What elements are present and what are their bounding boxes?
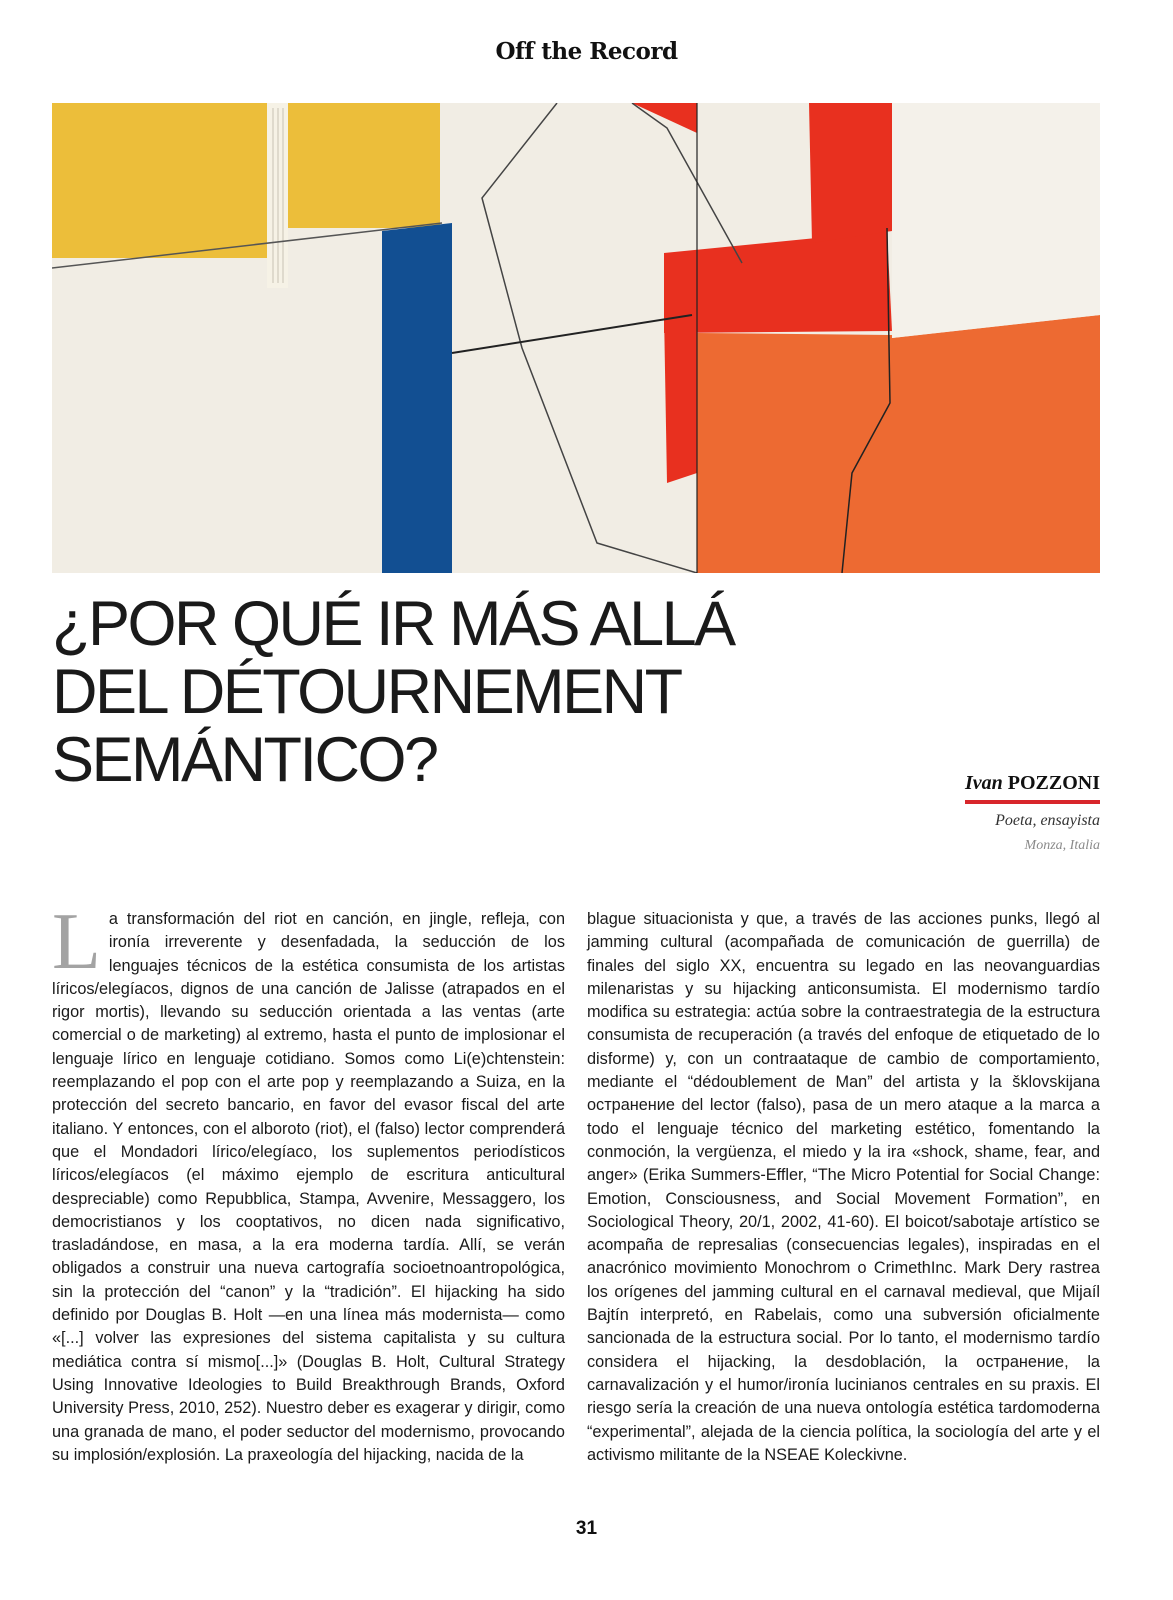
author-location: Monza, Italia [1024, 838, 1100, 853]
magazine-masthead: Off the Record [495, 38, 678, 65]
author-first-name: Ivan [964, 772, 1003, 794]
author-last-name: POZZONI [1007, 772, 1100, 794]
abstract-painting-image [52, 103, 1100, 573]
author-name [965, 772, 1100, 804]
headline-line-3: SEMÁNTICO? [52, 725, 437, 795]
article-headline [52, 590, 772, 794]
page-number: 31 [575, 1518, 598, 1539]
article-column-right [587, 908, 1100, 1467]
right-column-text: blague situacionista y que, a través de las acciones punks, llegó al jamming cultural (acompañada de comunicación de guerrilla) de finales del siglo XX, encuentra su legado en las neovanguardias milenaristas y su hijacking anticonsumista. El modernismo tardío modifica su estrategia: actúa sobre la contraestrategia de la estructura consumista de recuperación (a través del enfoque de etiquetado de lo disforme) y, con un contraataque de cambio de comportamiento, mediante el “dédoublement de Man” del artista y la šklovskijana остранение del lector (falso), pasa de un mero ataque a la marca a todo el lenguaje técnico del marketing estético, fomentando la conmoción, la vergüenza, el miedo y la ira «shock, shame, fear, and anger» (Erika Summers-Effler, “The Micro Potential for Social Change: Emotion, Consciousness, and Social Movement Formation”, en Sociological Theory, 20/1, 2002, 41-60). El boicot/sabotaje artístico se acompaña de represalias (consecuencias legales), inspiradas en el anacrónico movimiento Monochrom o CrimethInc. Mark Dery rastrea los orígenes del jamming cultural en el carnaval medieval, que Mijaíl Bajtín interpretó, en Rabelais, como una subversión oficialmente sancionada de la estructura social. Por lo tanto, el modernismo tardío considera el hijacking, la desdoblación, la остранение, la carnavalización y el humor/ironía lucinianos centrales en su praxis. El riesgo sería la creación de una nueva ontología estética tardomoderna “experimental”, alejada de la ciencia política, la sociología del arte y el activismo militante de la NSEAE Koleckivne. [587, 910, 1100, 1464]
headline-line-2: DEL DÉTOURNEMENT [52, 657, 681, 727]
author-role: Poeta, ensayista [995, 812, 1100, 829]
drop-cap: L [52, 898, 101, 986]
headline-line-1: ¿POR QUÉ IR MÁS ALLÁ [52, 589, 734, 659]
article-column-left [52, 898, 565, 1467]
author-byline [965, 772, 1100, 854]
left-column-text: a transformación del riot en canción, en jingle, refleja, con ironía irreverente y desenfadada, la seducción de los lenguajes técnicos de la estética consumista de los artistas líricos/elegíacos, dignos de una canción de Jalisse (atrapados en el rigor mortis), llevando su seducción orientada a las ventas (arte comercial o de marketing) al extremo, hasta el punto de implosionar el lenguaje lírico en lenguaje cotidiano. Somos como Li(e)chtenstein: reemplazando el pop con el arte pop y reemplazando a Suiza, en la protección del secreto bancario, en favor del evasor fiscal del arte italiano. Y entonces, con el alboroto (riot), el (falso) lector comprenderá que el Mondadori lírico/elegíaco, los suplementos periodísticos líricos/elegíacos (el máximo ejemplo de escritura anticultural despreciable) como Repubblica, Stampa, Avvenire, Messaggero, los democristianos y los cooptativos, no dicen nada significativo, trasladándose, en masa, a la era moderna tardía. Allí, se verán obligados a construir una nueva cartografía socioetnoantropológica, sin la protección del “canon” y la “tradición”. El hijacking ha sido definido por Douglas B. Holt —en una línea más modernista— como «[...] volver las expresiones del sistema capitalista y su cultura mediática contra sí mismo[...]» (Douglas B. Holt, Cultural Strategy Using Innovative Ideologies to Build Breakthrough Brands, Oxford University Press, 2010, 252). Nuestro deber es exagerar y dirigir, como una granada de mano, el poder seductor del modernismo, provocando su implosión/explosión. La praxeología del hijacking, nacida de la [52, 910, 565, 1464]
